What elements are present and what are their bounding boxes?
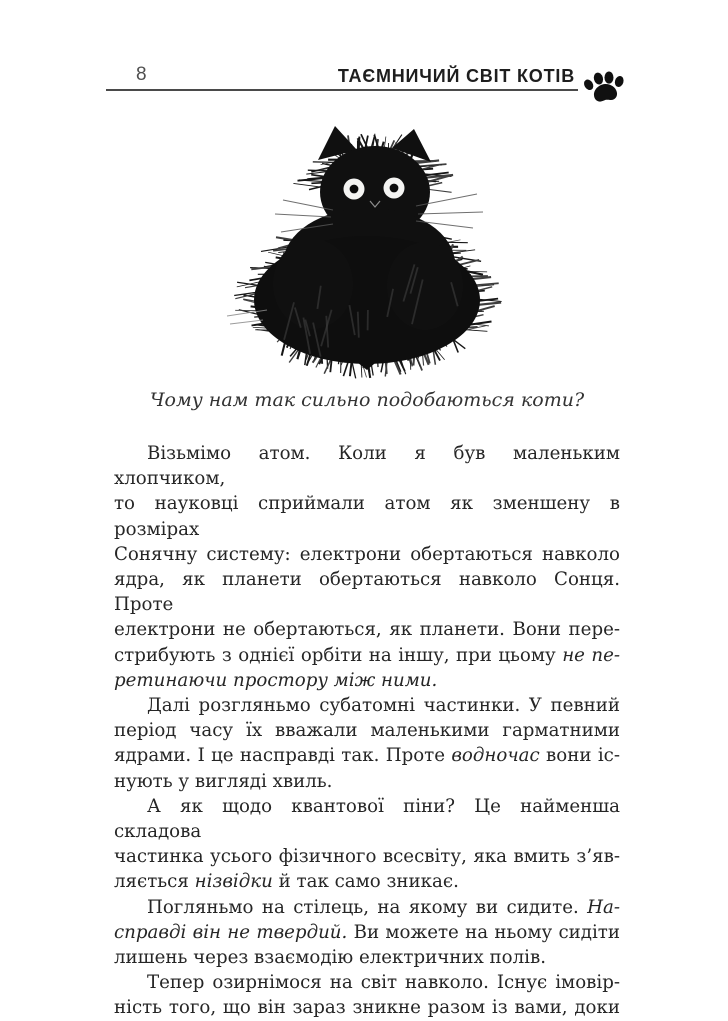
text-line: Далі розгляньмо субатомні частинки. У певний xyxy=(114,693,620,718)
body-text xyxy=(114,441,620,1021)
text-line: справді він не твердий. Ви можете на ньому сидіти xyxy=(114,920,620,945)
text-line: А як щодо квантової піни? Це найменша складова xyxy=(114,794,620,844)
text-line: стрибують з однієї орбіти на іншу, при цьому не пе- xyxy=(114,643,620,668)
text-line: ядрами. І це насправді так. Проте водночас вони іс- xyxy=(114,743,620,768)
text-line: частинка усього фізичного всесвіту, яка вмить з’яв- xyxy=(114,844,620,869)
text-line: ядра, як планети обертаються навколо Сонця. Проте xyxy=(114,567,620,617)
text-line: Сонячну систему: електрони обертаються навколо xyxy=(114,542,620,567)
paragraph xyxy=(114,895,620,971)
text-line: Тепер озирнімося на світ навколо. Існує імовір- xyxy=(114,970,620,995)
text-line: то науковці сприймали атом як зменшену в розмірах xyxy=(114,491,620,541)
text-line: лишень через взаємодію електричних полів. xyxy=(114,945,620,970)
text-line: Візьмімо атом. Коли я був маленьким хлопчиком, xyxy=(114,441,620,491)
paragraph xyxy=(114,693,620,794)
cat-body xyxy=(254,126,480,370)
header-rule xyxy=(106,89,578,91)
page-number: 8 xyxy=(136,64,147,86)
header-title: ТАЄМНИЧИЙ СВІТ КОТІВ xyxy=(338,66,575,87)
paragraph xyxy=(114,441,620,693)
paragraph xyxy=(114,970,620,1020)
paw-icon xyxy=(580,70,628,104)
cat-illustration xyxy=(217,114,517,368)
text-line: ретинаючи простору між ними. xyxy=(114,668,620,693)
text-line: Погляньмо на стілець, на якому ви сидите. На- xyxy=(114,895,620,920)
figure-caption: Чому нам так сильно подобаються коти? xyxy=(114,389,620,411)
text-line: електрони не обертаються, як планети. Вони пере- xyxy=(114,617,620,642)
text-line: ляється нізвідки й так само зникає. xyxy=(114,869,620,894)
text-line: період часу їх вважали маленькими гарматними xyxy=(114,718,620,743)
text-line: нують у вигляді хвиль. xyxy=(114,769,620,794)
paragraph xyxy=(114,794,620,895)
text-line: ність того, що він зараз зникне разом із вами, доки xyxy=(114,995,620,1020)
